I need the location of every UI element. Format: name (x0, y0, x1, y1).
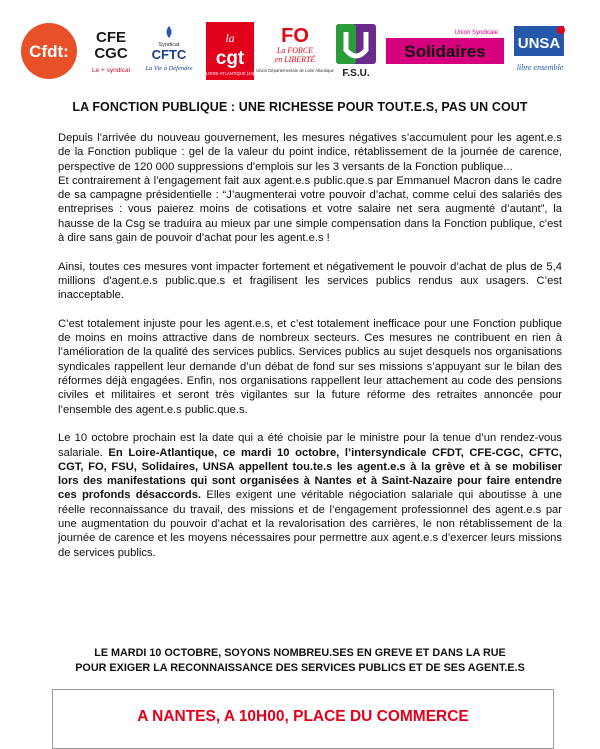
union-logos-strip (18, 22, 588, 82)
paragraph-5-end: Elles exigent une véritable négociation salariale qui aboutisse à une réelle reconnaissance du travail, des missions et de l’engagement professionnel des agent.e.s par une augmentation du pouvoir d’achat et la revalorisation des carrières, le non rétablissement de la journée de carence et les moyens nécessaires pour permettre aux agent.e.s d’exercer leurs missions de services publics. (58, 489, 562, 559)
fo-text: FO (281, 25, 309, 47)
solidaires-logo (386, 22, 504, 80)
cftc-text: CFTC (151, 47, 187, 62)
paragraph-2: Et contrairement à l’engagement fait aux agent.e.s public.que.s par Emmanuel Macron dans le cadre de sa campagne présidentielle : “J’augmenterai votre pouvoir d’achat, comme celui des salariés des entreprises : vous paierez moins de cotisations et votre salaire net sera augmenté d’autant”, la hausse de la Csg se traduira au mieux par une simple compensation dans la Fonction publique, c’est à dire sans gain de pouvoir d’achat pour les agent.e.s ! (58, 174, 562, 245)
closing-line-1: LE MARDI 10 OCTOBRE, SOYONS NOMBREU.SES EN GREVE ET DANS LA RUE (94, 647, 506, 659)
paragraph-3: Ainsi, toutes ces mesures vont impacter fortement et négativement le pouvoir d’achat de plus de 5,4 millions d’agent.e.s public.que.s et fragilisent les services publics rendus aux usagers. C’est inacceptable. (58, 260, 562, 302)
cftc-tagline: La Vie à Défendre (145, 65, 193, 72)
fsu-logo (332, 22, 380, 80)
paragraph-4: C’est totalement injuste pour les agent.e.s, et c’est totalement inefficace pour une Fonction publique de moins en moins attractive dans de nombreux secteurs. Ces mesures ne contribuent en rien à l’amélioration de la qualité des services publics. Services publics au sujet desquels nos organisations syndicales rappellent leur demande d’un débat de fond sur ses missions s’appuyant sur le bilan des réformes déjà engagées. Enfin, nos organisations rappellent leur attachement au code des pensions civiles et militaires et seront très vigilantes sur la future réforme des retraites annoncée pour l’ensemble des agent.e.s public.que.s. (58, 317, 562, 416)
paragraph-5-start: Le 10 octobre prochain est la date qui a été choisie par le ministre pour la tenue d’un rendez-vous salariale. (58, 432, 562, 459)
fo-subtitle: Union Départementale de Loire Atlantique (256, 68, 334, 73)
cgt-subtitle: LOIRE-ATLANTIQUE (44) (205, 71, 255, 76)
cgt-la-text: la (225, 31, 235, 45)
cftc-emblem-icon (167, 26, 172, 38)
cgt-logo (206, 22, 254, 80)
paragraph-5 (58, 431, 562, 560)
solidaires-text: Solidaires (404, 42, 486, 61)
cfe-cgc-line1: CFE (96, 29, 126, 46)
fo-line2: en LIBERTÉ (274, 55, 316, 64)
fo-logo (256, 22, 334, 80)
cftc-logo (142, 22, 196, 80)
cfe-cgc-logo (86, 22, 136, 80)
unsa-tagline: libre ensemble (516, 63, 564, 72)
location-text: A NANTES, A 10H00, PLACE DU COMMERCE (137, 708, 469, 725)
unsa-logo (512, 22, 568, 80)
fsu-text: F.S.U. (342, 68, 370, 79)
cfdt-logo-text: Cfdt: (29, 42, 69, 61)
cftc-top-text: Syndicat (158, 42, 180, 48)
cgt-text: cgt (215, 48, 245, 69)
cfe-cgc-tagline: Le + syndical (91, 67, 131, 74)
cfe-cgc-line2: CGC (94, 45, 128, 62)
paragraph-1: Depuis l’arrivée du nouveau gouvernement, les mesures négatives s’accumulent pour les agent.e.s de la Fonction publique : gel de la valeur du point indice, rétablissement de la journée de carence, perspective de 120 000 suppressions d’emplois sur les 3 versants de la Fonction publique... (58, 132, 562, 173)
solidaires-top-text: Union Syndicale (454, 30, 498, 36)
paragraph-5-bold: En Loire-Atlantique, ce mardi 10 octobre, l’intersyndicale CFDT, CFE-CGC, CFTC, CGT, FO, FSU, Solidaires, UNSA appellent tou.te.s les agent.e.s à la grève et à se mobiliser lors des manifestations qui sont organisées à Nantes et à Saint-Nazaire pour faire entendre ces profonds désaccords. (58, 446, 562, 502)
location-box (52, 689, 554, 749)
unsa-text: UNSA (517, 35, 561, 52)
cfdt-logo (18, 22, 80, 80)
unsa-dot-icon (557, 26, 565, 34)
fo-line1: La FORCE (276, 46, 314, 55)
closing-call (0, 646, 600, 676)
article-body (58, 131, 562, 574)
closing-line-2: POUR EXIGER LA RECONNAISSANCE DES SERVICES PUBLICS ET DE SES AGENT.E.S (75, 662, 525, 674)
page-title: LA FONCTION PUBLIQUE : UNE RICHESSE POUR TOUT.E.S, PAS UN COUT (72, 100, 528, 114)
